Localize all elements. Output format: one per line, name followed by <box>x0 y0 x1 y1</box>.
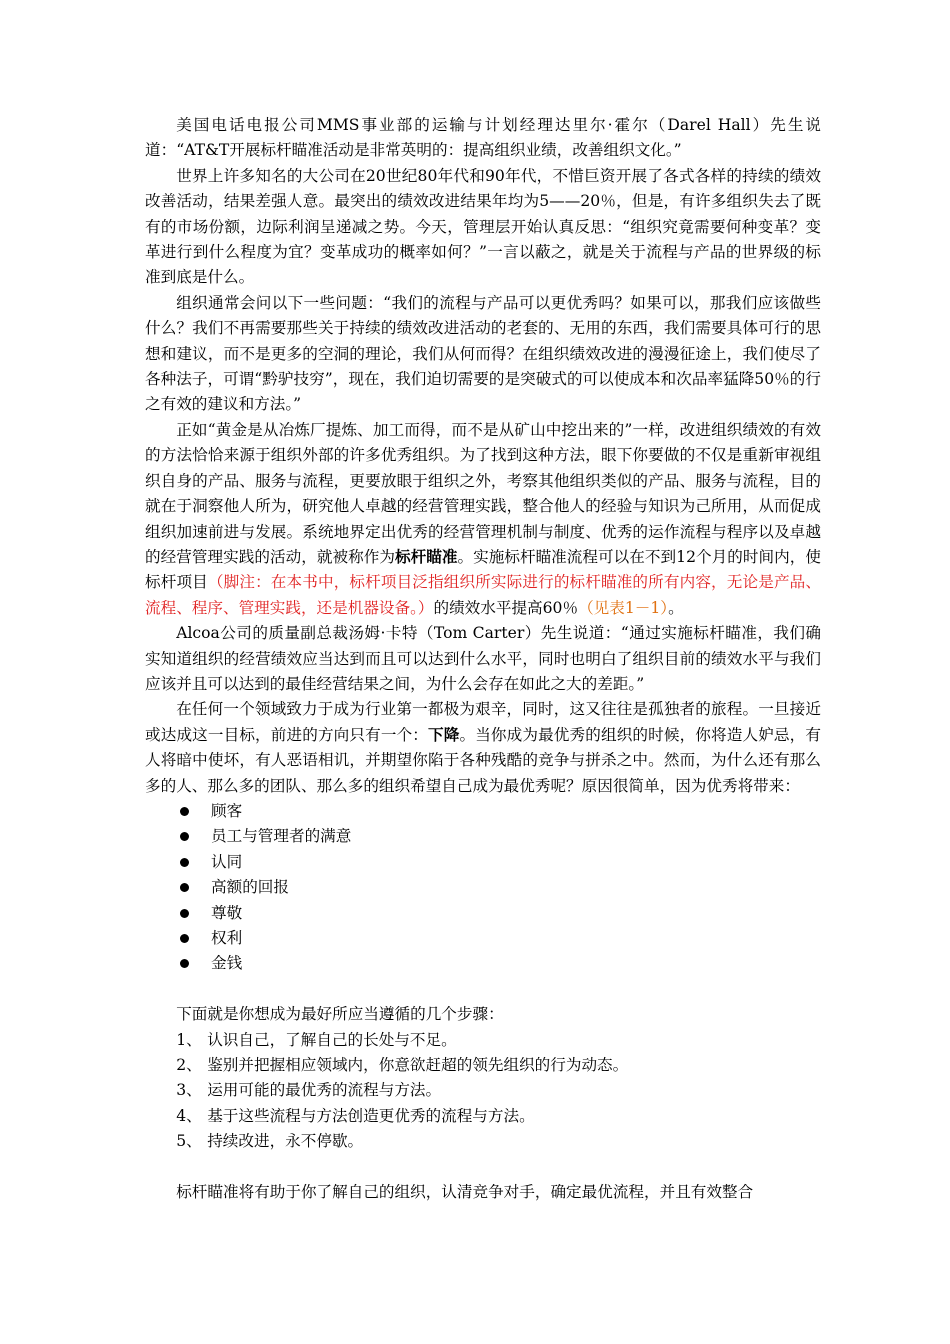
bullet-icon <box>180 909 189 918</box>
term-benchmarking: 标杆瞄准 <box>394 547 458 566</box>
paragraph-organization-questions: 组织通常会问以下一些问题：“我们的流程与产品可以更优秀吗？如果可以，那我们应该做些什么？我们不再需要那些关于持续的绩效改进活动的老套的、无用的东西，我们需要具体可行的思想和建议，而不是更多的空洞的理论，我们从何而得？在组织绩效改进的漫漫征途上，我们使尽了各种法子，可谓“黔驴技穷”，现在，我们迫切需要的是突破式的可以使成本和次品率猛降50％的行之有效的建议和方法。” <box>145 293 821 414</box>
benefits-list <box>145 799 821 977</box>
list-item <box>145 901 821 926</box>
step-item <box>176 1129 821 1154</box>
bullet-icon <box>180 807 189 816</box>
paragraph-att-quote: 美国电话电报公司MMS事业部的运输与计划经理达里尔·霍尔（Darel Hall）先生说道：“AT&T开展标杆瞄准活动是非常英明的：提高组织业绩，改善组织文化。” <box>145 116 821 160</box>
text-segment: 的绩效水平提高60％ <box>433 598 579 617</box>
step-number: 2、 <box>176 1055 202 1074</box>
paragraph-performance-history: 世界上许多知名的大公司在20世纪80年代和90年代，不惜巨资开展了各式各样的持续的绩效改善活动，结果差强人意。最突出的绩效改进结果年均为5——20％，但是，有许多组织失去了既有的市场份额，边际利润呈递减之势。今天，管理层开始认真反思：“组织究竟需要何种变革？变革进行到什么程度为宜？变革成功的概率如何？”一言以蔽之，就是关于流程与产品的世界级的标准到底是什么。 <box>145 166 821 287</box>
step-item <box>176 1078 821 1103</box>
document-page <box>145 113 821 1205</box>
text-segment: 。实施标杆瞄准流程可以在不到12个月的时间内，使标杆项目 <box>145 547 821 592</box>
step-text: 运用可能的最优秀的流程与方法。 <box>207 1081 442 1100</box>
bullet-icon <box>180 959 189 968</box>
step-number: 4、 <box>176 1106 202 1125</box>
list-item-label: 金钱 <box>211 954 243 973</box>
list-item-label: 顾客 <box>211 801 243 820</box>
spacer <box>145 1154 821 1179</box>
step-item <box>176 1104 821 1129</box>
step-text: 鉴别并把握相应领域内，你意欲赶超的领先组织的行为动态。 <box>207 1055 629 1074</box>
steps-list <box>145 1028 821 1155</box>
list-item <box>145 799 821 824</box>
step-text: 基于这些流程与方法创造更优秀的流程与方法。 <box>207 1106 535 1125</box>
list-item <box>145 875 821 900</box>
bullet-icon <box>180 832 189 841</box>
list-item <box>145 951 821 976</box>
text-segment: 。当你成为最优秀的组织的时候，你将造人妒忌，有人将暗中使坏，有人恶语相讥，并期望你陷于各种残酷的竞争与拼杀之中。然而，为什么还有那么多的人、那么多的团队、那么多的组织希望自己成为最优秀呢？原因很简单，因为优秀将带来： <box>145 725 821 795</box>
list-item-label: 权利 <box>211 928 243 947</box>
step-number: 3、 <box>176 1081 202 1100</box>
steps-intro: 下面就是你想成为最好所应当遵循的几个步骤： <box>176 1005 504 1024</box>
bullet-icon <box>180 883 189 892</box>
paragraph-closing: 标杆瞄准将有助于你了解自己的组织，认清竞争对手，确定最优流程，并且有效整合 <box>176 1182 754 1201</box>
text-segment: 在任何一个领域致力于成为行业第一都极为艰辛，同时，这又往往是孤独者的旅程。一旦接近或达成这一目标，前进的方向只有一个： <box>145 700 821 744</box>
spacer <box>145 977 821 1002</box>
text-segment: 正如“黄金是从冶炼厂提炼、加工而得，而不是从矿山中挖出来的”一样，改进组织绩效的有效的方法恰恰来源于组织外部的许多优秀组织。为了找到这种方法，眼下你要做的不仅是重新审视组织自身的产品、服务与流程，更要放眼于组织之外，考察其他组织类似的产品、服务与流程，目的就在于洞察他人所为，研究他人卓越的经营管理实践，整合他人的经验与知识为己所用，从而促成组织加速前进与发展。系统地界定出优秀的经营管理机制与制度、优秀的运作流程与程序以及卓越的经营管理实践的活动，就被称作为 <box>145 420 821 566</box>
step-item <box>176 1053 821 1078</box>
list-item-label: 尊敬 <box>211 903 243 922</box>
list-item-label: 员工与管理者的满意 <box>211 827 352 846</box>
step-item <box>176 1028 821 1053</box>
list-item-label: 高额的回报 <box>211 878 289 897</box>
list-item <box>145 850 821 875</box>
table-reference: （见表1－1） <box>578 598 669 617</box>
list-item-label: 认同 <box>211 852 243 871</box>
paragraph-alcoa-quote: Alcoa公司的质量副总裁汤姆·卡特（Tom Carter）先生说道：“通过实施标杆瞄准，我们确实知道组织的经营绩效应当达到而且可以达到什么水平，同时也明白了组织目前的绩效水平与我们应该并且可以达到的最佳经营结果之间，为什么会存在如此之大的差距。” <box>145 624 821 693</box>
text-segment: 。 <box>668 598 684 617</box>
step-text: 持续改进，永不停歇。 <box>207 1132 364 1151</box>
bullet-icon <box>180 934 189 943</box>
paragraph-industry-leader <box>145 697 821 799</box>
footnote-text: （脚注：在本书中，标杆项目泛指组织所实际进行的标杆瞄准的所有内容，无论是产品、流程、程序、管理实践，还是机器设备。） <box>145 573 821 617</box>
list-item <box>145 824 821 849</box>
list-item <box>145 926 821 951</box>
term-decline: 下降 <box>428 725 460 744</box>
step-number: 1、 <box>176 1030 202 1049</box>
bullet-icon <box>180 858 189 867</box>
step-number: 5、 <box>176 1132 202 1151</box>
step-text: 认识自己，了解自己的长处与不足。 <box>207 1030 457 1049</box>
paragraph-benchmarking-definition <box>145 418 821 621</box>
